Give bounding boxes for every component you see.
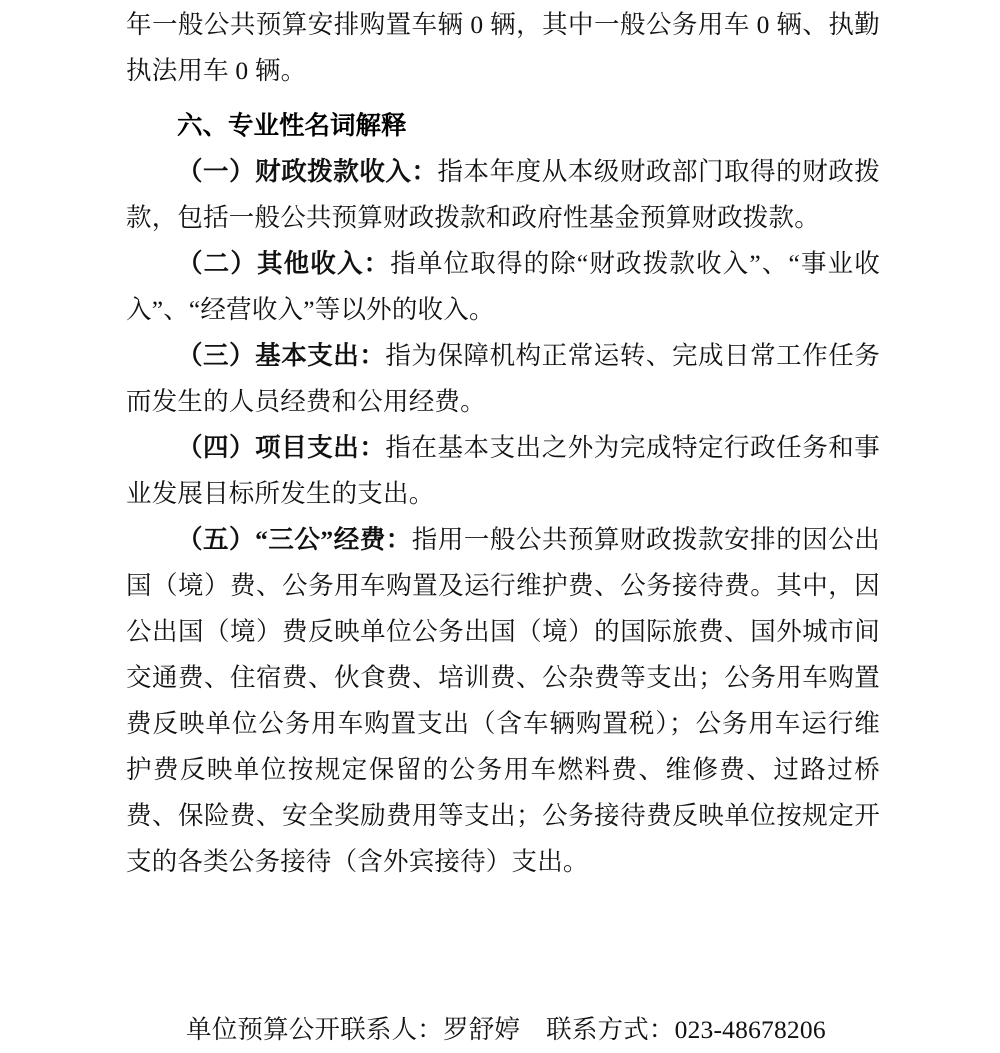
definition-text-2: 指单位取得的除“财政拨款收入”、“事业收入”、“经营收入”等以外的收入。: [126, 249, 880, 324]
definition-label-2: （二）其他收入：: [177, 249, 391, 278]
document-body: [126, 0, 880, 885]
spacer: [126, 94, 880, 103]
definition-label-3: （三）基本支出：: [177, 341, 386, 370]
contact-line: [126, 1007, 880, 1053]
definition-text-3: 指为保障机构正常运转、完成日常工作任务而发生的人员经费和公用经费。: [126, 341, 880, 416]
contact-label: 单位预算公开联系人：: [186, 1015, 444, 1044]
definition-item-1: [126, 149, 880, 241]
definition-text-1: 指本年度从本级财政部门取得的财政拨款，包括一般公共预算财政拨款和政府性基金预算财政拨款。: [126, 157, 880, 232]
definition-text-4: 指在基本支出之外为完成特定行政任务和事业发展目标所发生的支出。: [126, 433, 880, 508]
definition-item-2: [126, 241, 880, 333]
footer-contact-block: [126, 1007, 880, 1053]
definition-item-4: [126, 425, 880, 517]
definition-label-1: （一）财政拨款收入：: [177, 157, 438, 186]
definition-text-5: 指用一般公共预算财政拨款安排的因公出国（境）费、公务用车购置及运行维护费、公务接待费。其中，因公出国（境）费反映单位公务出国（境）的国际旅费、国外城市间交通费、住宿费、伙食费、培训费、公杂费等支出；公务用车购置费反映单位公务用车购置支出（含车辆购置税）；公务用车运行维护费反映单位按规定保留的公务用车燃料费、维修费、过路过桥费、保险费、安全奖励费用等支出；公务接待费反映单位按规定开支的各类公务接待（含外宾接待）支出。: [126, 525, 880, 876]
phone-number: 023-48678206: [674, 1015, 826, 1044]
definition-label-5: （五）“三公”经费：: [177, 525, 412, 554]
contact-name: 罗舒婷: [443, 1015, 521, 1044]
continued-paragraph: 年一般公共预算安排购置车辆 0 辆，其中一般公务用车 0 辆、执勤执法用车 0 辆。: [126, 10, 880, 85]
definition-item-5: [126, 517, 880, 885]
phone-label: 联系方式：: [546, 1015, 675, 1044]
definition-label-4: （四）项目支出：: [177, 433, 386, 462]
definition-item-3: [126, 333, 880, 425]
section-heading: 六、专业性名词解释: [177, 111, 407, 140]
